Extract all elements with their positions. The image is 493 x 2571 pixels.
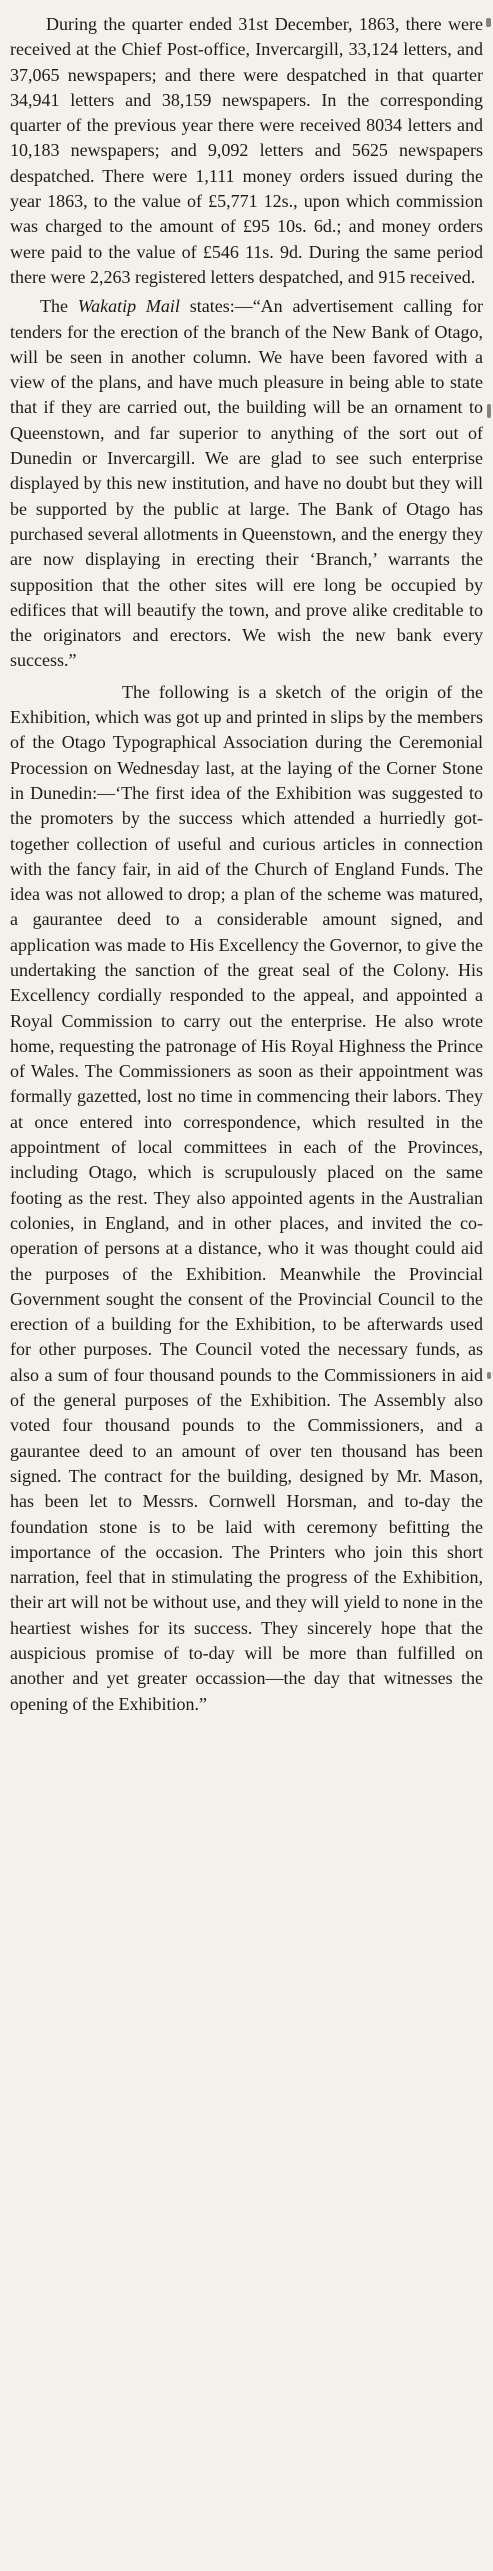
scan-blemish xyxy=(487,1372,491,1379)
post-office-paragraph: During the quarter ended 31st December, 1863, there were received at the Chief Post-office, Invercargill, 33,124 letters, and 37,065 newspapers; and there were despatched in that quarter 34,941 letters and 38,159 newspapers. In the corresponding quarter of the previous year there were received 8034 letters and 10,183 newspapers; and 9,092 letters and 5625 newspapers despatched. There were 1,111 money orders issued during the year 1863, to the value of £5,771 12s., upon which commission was charged to the amount of £95 10s. 6d.; and money orders were paid to the value of £546 11s. 9d. During the same period there were 2,263 registered letters despatched, and 915 received. xyxy=(10,14,483,287)
mail-intro: The xyxy=(40,296,68,317)
bank-paragraph xyxy=(10,294,483,673)
scan-blemish xyxy=(487,404,491,418)
scan-blemish xyxy=(486,18,491,27)
bank-paragraph-text: states:—“An advertisement calling for tenders for the erection of the branch of the New Bank of Otago, will be seen in another column. We have been favored with a view of the plans, and have much pleasure in being able to state that if they are carried out, the building will be an ornament to Queenstown, and far superior to anything of the sort out of Dunedin or Invercargill. We are glad to see such enterprise displayed by this new institution, and have no doubt but they will be supported by the public at large. The Bank of Otago has purchased several allotments in Queenstown, and the energy they are now displaying in erecting their ‘Branch,’ warrants the supposition that the other sites will ere long be occupied by edifices that will beautify the town, and prove alike creditable to the originators and erectors. We wish the new bank every success.” xyxy=(10,296,483,671)
exhibition-paragraph: The following is a sketch of the origin of the Exhibition, which was got up and printed in slips by the members of the Otago Typographical Association during the Ceremonial Procession on Wednesday last, at the laying of the Corner Stone in Dunedin:—‘The first idea of the Exhibition was suggested to the promoters by the success which attended a hurriedly got-together collection of useful and curious articles in connection with the fancy fair, in aid of the Church of England Funds. The idea was not allowed to drop; a plan of the scheme was matured, a gaurantee deed to a considerable amount signed, and application was made to His Excellency the Governor, to give the undertaking the sanction of the great seal of the Colony. His Excellency cordially responded to the appeal, and appointed a Royal Commission to carry out the enterprise. He also wrote home, requesting the patronage of His Royal Highness the Prince of Wales. The Commissioners as soon as their appointment was formally gazetted, lost no time in commencing their labors. They at once entered into correspondence, which resulted in the appointment of local committees in each of the Provinces, including Otago, which is scrupulously placed on the same footing as the rest. They also appointed agents in the Australian colonies, in England, and in other places, and invited the co-operation of persons at a distance, who it was thought could aid the purposes of the Exhibition. Meanwhile the Provincial Government sought the consent of the Provincial Council to the erection of a building for the Exhibition, to be afterwards used for other purposes. The Council voted the necessary funds, as also a sum of four thousand pounds to the Commissioners in aid of the general purposes of the Exhibition. The Assembly also voted four thousand pounds to the Commissioners, and a gaurantee deed to an amount of over ten thousand has been signed. The contract for the building, designed by Mr. Mason, has been let to Messrs. Cornwell Horsman, and to-day the foundation stone is to be laid with ceremony befitting the importance of the occasion. The Printers who join this short narration, feel that in stimulating the progress of the Exhibition, their art will not be without use, and they will yield to none in the heartiest wishes for its success. They sincerely hope that the auspicious promise of to-day will be more than fulfilled on another and yet greater occassion—the day that witnesses the opening of the Exhibition.” xyxy=(10,681,483,1714)
newspaper-name: Wakatip Mail xyxy=(77,296,180,317)
